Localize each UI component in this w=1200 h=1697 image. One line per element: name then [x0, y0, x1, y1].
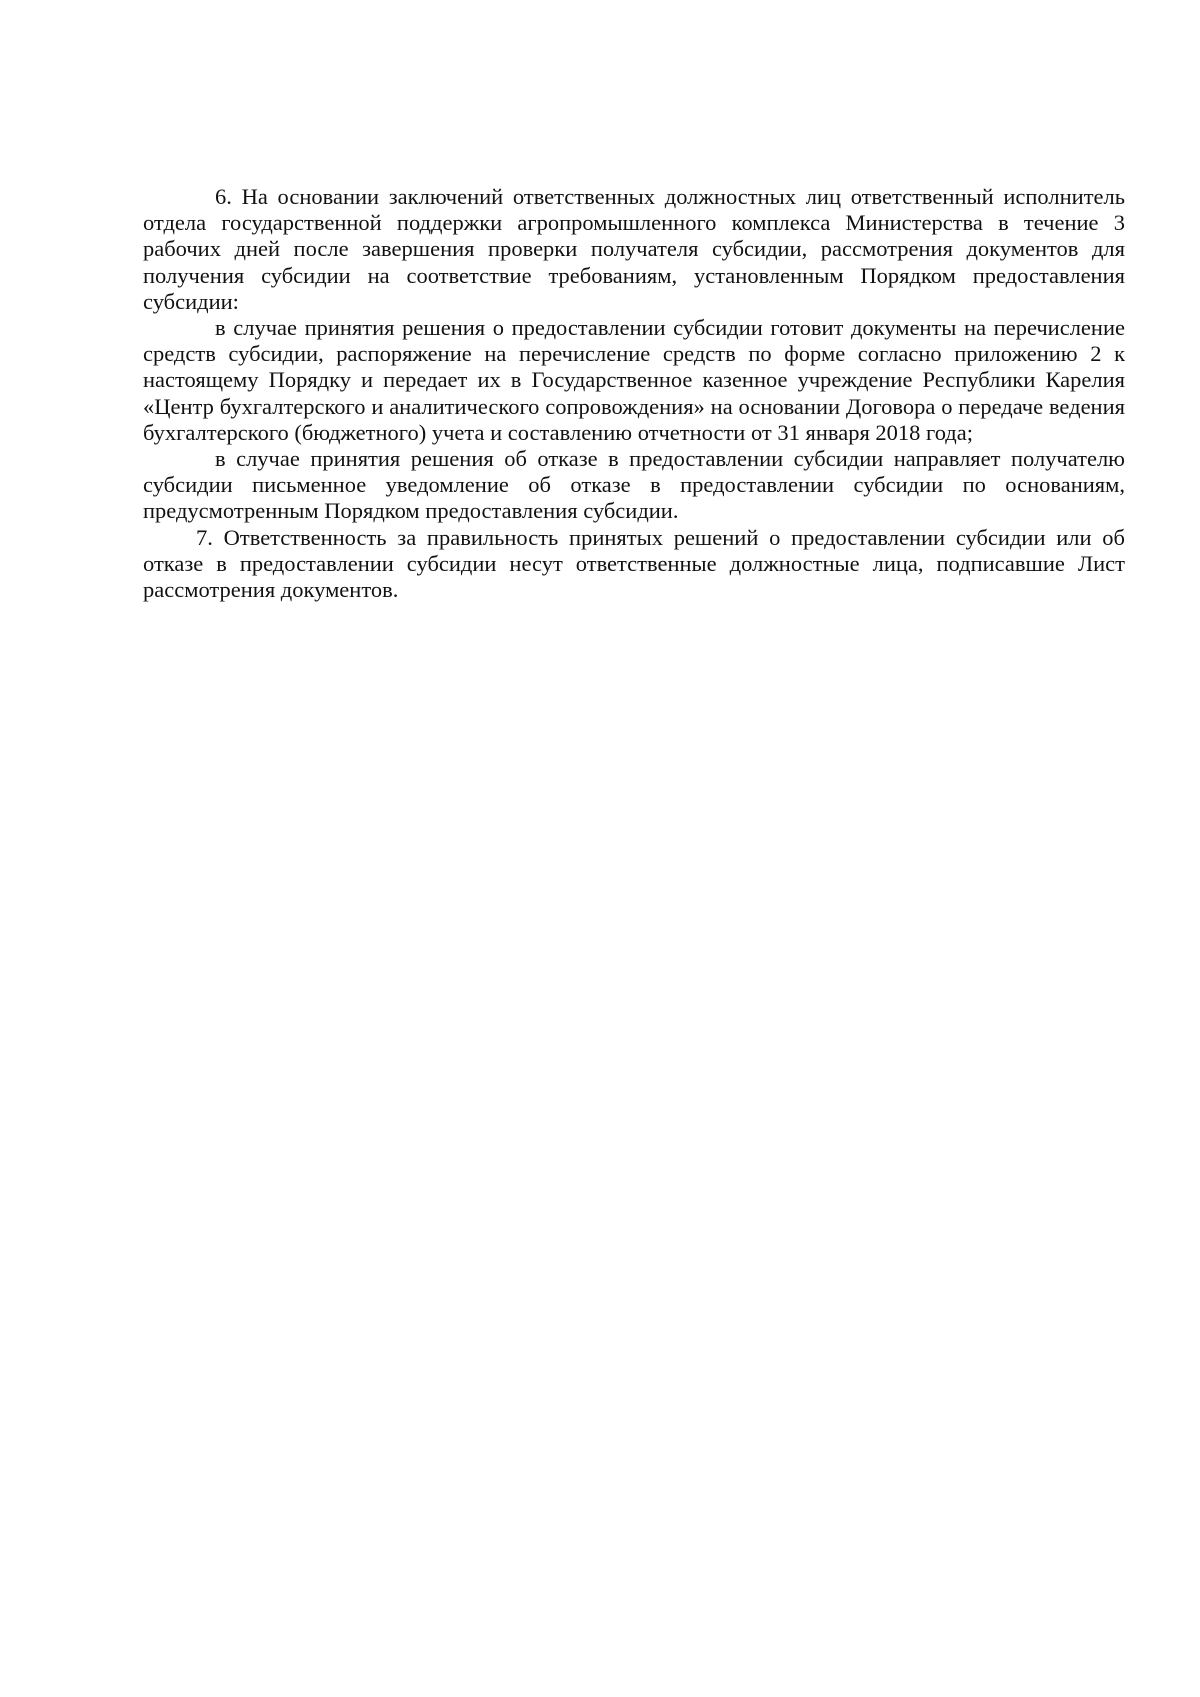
- paragraph-item-7: 7. Ответственность за правильность принятых решений о предоставлении субсидии или об отказе в предоставлении субсидии несут ответственные должностные лица, подписавшие Лист рассмотрения документов.: [143, 524, 1125, 603]
- document-body: [143, 184, 1125, 603]
- paragraph-subsidy-refusal: в случае принятия решения об отказе в предоставлении субсидии направляет получателю субсидии письменное уведомление об отказе в предоставлении субсидии по основаниям, предусмотренным Порядком предоставления субсидии.: [143, 446, 1125, 524]
- paragraph-item-6: 6. На основании заключений ответственных должностных лиц ответственный исполнитель отдела государственной поддержки агропромышленного комплекса Министерства в течение 3 рабочих дней после завершения проверки получателя субсидии, рассмотрения документов для получения субсидии на соответствие требованиям, установленным Порядком предоставления субсидии:: [143, 184, 1125, 314]
- paragraph-subsidy-approval: в случае принятия решения о предоставлении субсидии готовит документы на перечисление средств субсидии, распоряжение на перечисление средств по форме согласно приложению 2 к настоящему Порядку и передает их в Государственное казенное учреждение Республики Карелия «Центр бухгалтерского и аналитического сопровождения» на основании Договора о передаче ведения бухгалтерского (бюджетного) учета и составлению отчетности от 31 января 2018 года;: [143, 315, 1125, 445]
